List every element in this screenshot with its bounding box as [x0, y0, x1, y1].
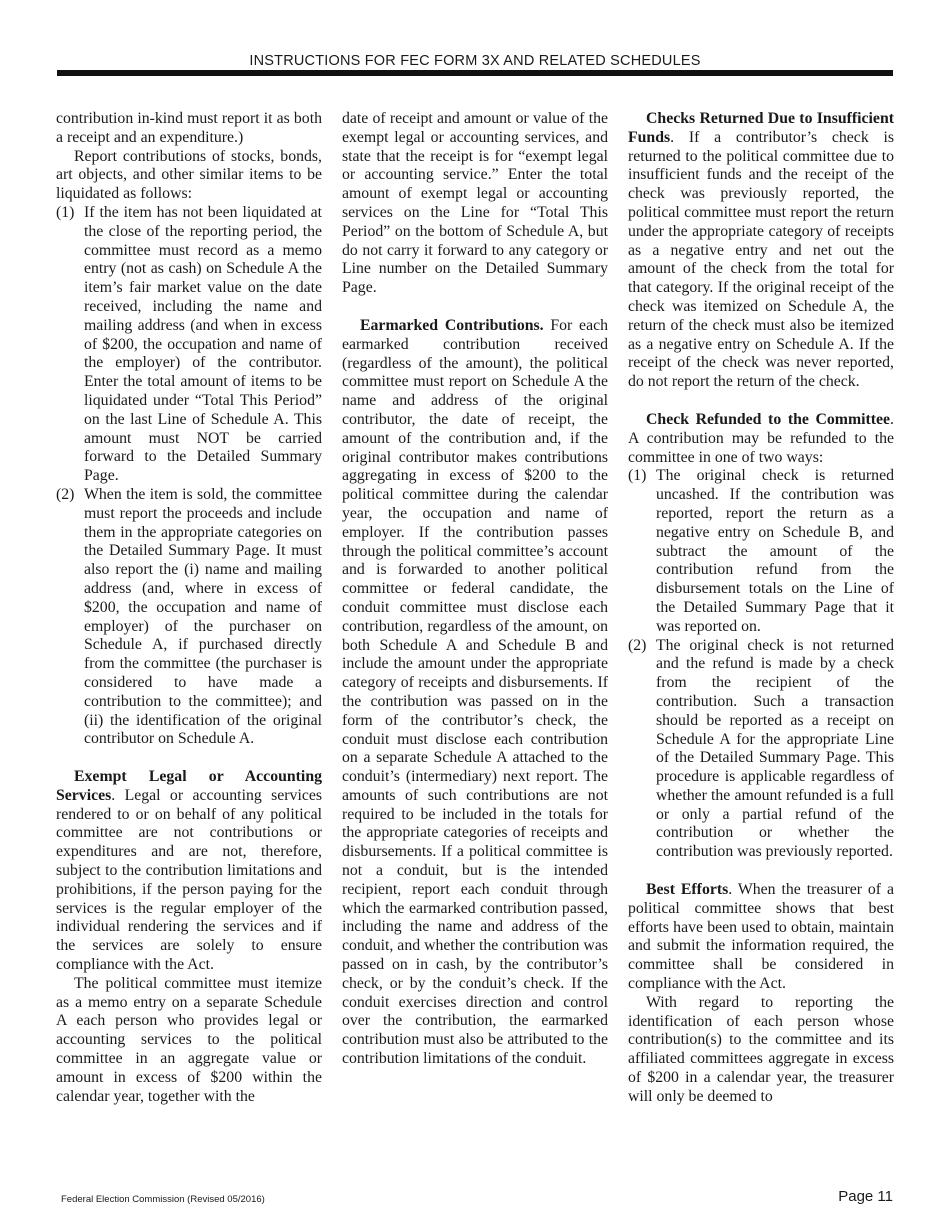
list-text: If the item has not been liquidated at the close of the reporting period, the committee must record as a memo entry (not as cash) on Schedule A the item’s fair market value on the date received, including the name and mailing address (and when in excess of $200, the occupation and name of the employer) of the contributor. Enter the total amount of items to be liquidated under “Total This Period” on the last Line of Schedule A. This amount must NOT be carried forward to the Detailed Summary Page.: [84, 203, 322, 485]
paragraph: contribution in-kind must report it as both a receipt and an expenditure.): [56, 110, 322, 146]
list-text: When the item is sold, the committee must report the proceeds and include them in the appropriate categories on the Detailed Summary Page. It must also report the (i) name and mailing address (and, where in excess of $200, the occupation and name of employer) of the purchaser on Schedule A, if purchased directly from the committee (the purchaser is considered to have made a contribution to the committee); and (ii) the identification of the original contributor on Schedule A.: [84, 485, 322, 748]
section-body: For each earmarked contribution received (regardless of the amount), the political committee must report on Schedule A the name and address of the original contributor, the date of receipt, the amount of the contribution and, if the original contributor makes contributions aggregating in excess of $200 to the political committee during the calendar year, the occupation and name of employer. If the contribution passes through the political committee’s account and is forwarded to another political committee or federal candidate, the conduit committee must disclose each contribution, regardless of the amount, on both Schedule A and Schedule B and include the amount under the appropriate category of receipts and disbursements. If the contribution was passed on in the form of the contributor’s check, the conduit must disclose each contribution on a separate Schedule A attached to the conduit’s (intermediary) next report. The amounts of such contributions are not required to be included in the totals for the appropriate categories of receipts and disbursements. If a political committee is not a conduit, but is the intended recipient, report each conduit through which the earmarked contribution passed, including the name and address of the conduit, and whether the contribution was passed on in cash, by the contributor’s check, or by the conduit’s check. If the conduit exercises direction and control over the contribution, the earmarked contribution must also be attributed to the contribution limitations of the conduit.: [342, 316, 608, 1068]
list-text: The original check is not returned and the refund is made by a check from the recipient of the contribution. Such a transaction should be reported as a receipt on Schedule A for the appropriate Line of the Detailed Summary Page. This procedure is applicable regardless of whether the amount refunded is a full or only a partial refund of the contribution or whether the contribution was previously reported.: [656, 636, 894, 861]
section-body: . If a contributor’s check is returned to the political committee due to insufficient funds and the receipt of the check was previously reported, the political committee must report the return under the appropriate category of receipts as a negative entry and net out the amount of the check from the total for that category. If the original receipt of the check was itemized on Schedule A, the return of the check must also be itemized as a negative entry on Schedule A. If the receipt of the check was never reported, do not report the return of the check.: [628, 128, 894, 391]
column-3: [628, 110, 894, 1107]
column-1: [56, 110, 322, 1106]
section-earmarked: [342, 317, 608, 1069]
section-heading: Exempt Legal or Accounting Services: [56, 768, 322, 804]
list-text: The original check is returned uncashed. If the contribution was reported, report the return as a negative entry on Schedule B, and subtract the amount of the contribution refund from the disbursement totals on the Line of the Detailed Summary Page that it was reported on.: [656, 467, 894, 635]
list-item: [628, 467, 894, 636]
list-item: [628, 637, 894, 863]
section-check-refunded: [628, 411, 894, 467]
list-number: (2): [628, 636, 647, 654]
section-body: . When the treasurer of a political committee shows that best efforts have been used to obtain, maintain and submit the information required, the committee shall be considered in compliance with the Act.: [628, 881, 894, 993]
paragraph: With regard to reporting the identification of each person whose contribution(s) to the committee and its affiliated committees aggregate in excess of $200 in a calendar year, the treasurer will only be deemed to: [628, 993, 894, 1105]
section-heading: Best Efforts: [646, 881, 729, 899]
footer-revision-note: Federal Election Commission (Revised 05/2016): [61, 1194, 265, 1205]
section-heading: Check Refunded to the Committee: [646, 410, 891, 428]
column-2: [342, 110, 608, 1069]
page-header-title: INSTRUCTIONS FOR FEC FORM 3X AND RELATED SCHEDULES: [249, 53, 701, 69]
paragraph: date of receipt and amount or value of the exempt legal or accounting services, and state that the receipt is for “exempt legal or accounting service.” Enter the total amount of exempt legal or accounting services on the Line for “Total This Period” on the bottom of Schedule A, but do not carry it forward to any category or Line number on the Detailed Summary Page.: [342, 110, 608, 297]
section-exempt-legal: [56, 768, 322, 975]
section-best-efforts: [628, 881, 894, 994]
list-number: (1): [56, 203, 75, 221]
page-number: Page 11: [838, 1188, 893, 1205]
list-number: (2): [56, 485, 75, 503]
section-heading: Checks Returned Due to Insufficient Funds: [628, 110, 894, 146]
section-checks-returned: [628, 110, 894, 392]
section-body: . Legal or accounting services rendered to or on behalf of any political committee are not contributions or expenditures and are not, therefore, subject to the contribution limitations and prohibitions, if the person paying for the services is the regular employer of the individual rendering the services and if the services are solely to ensure compliance with the Act.: [56, 786, 322, 974]
section-heading: Earmarked Contributions.: [360, 316, 544, 334]
paragraph: Report contributions of stocks, bonds, art objects, and other similar items to be liquidated as follows:: [56, 147, 322, 203]
header-rule: [57, 70, 893, 76]
list-item: [56, 486, 322, 749]
list-item: [56, 204, 322, 486]
section-body: . A contribution may be refunded to the committee in one of two ways:: [628, 410, 894, 466]
list-number: (1): [628, 467, 647, 485]
paragraph: The political committee must itemize as a memo entry on a separate Schedule A each person who provides legal or accounting services to the political committee in an aggregate value or amount in excess of $200 within the calendar year, together with the: [56, 974, 322, 1105]
